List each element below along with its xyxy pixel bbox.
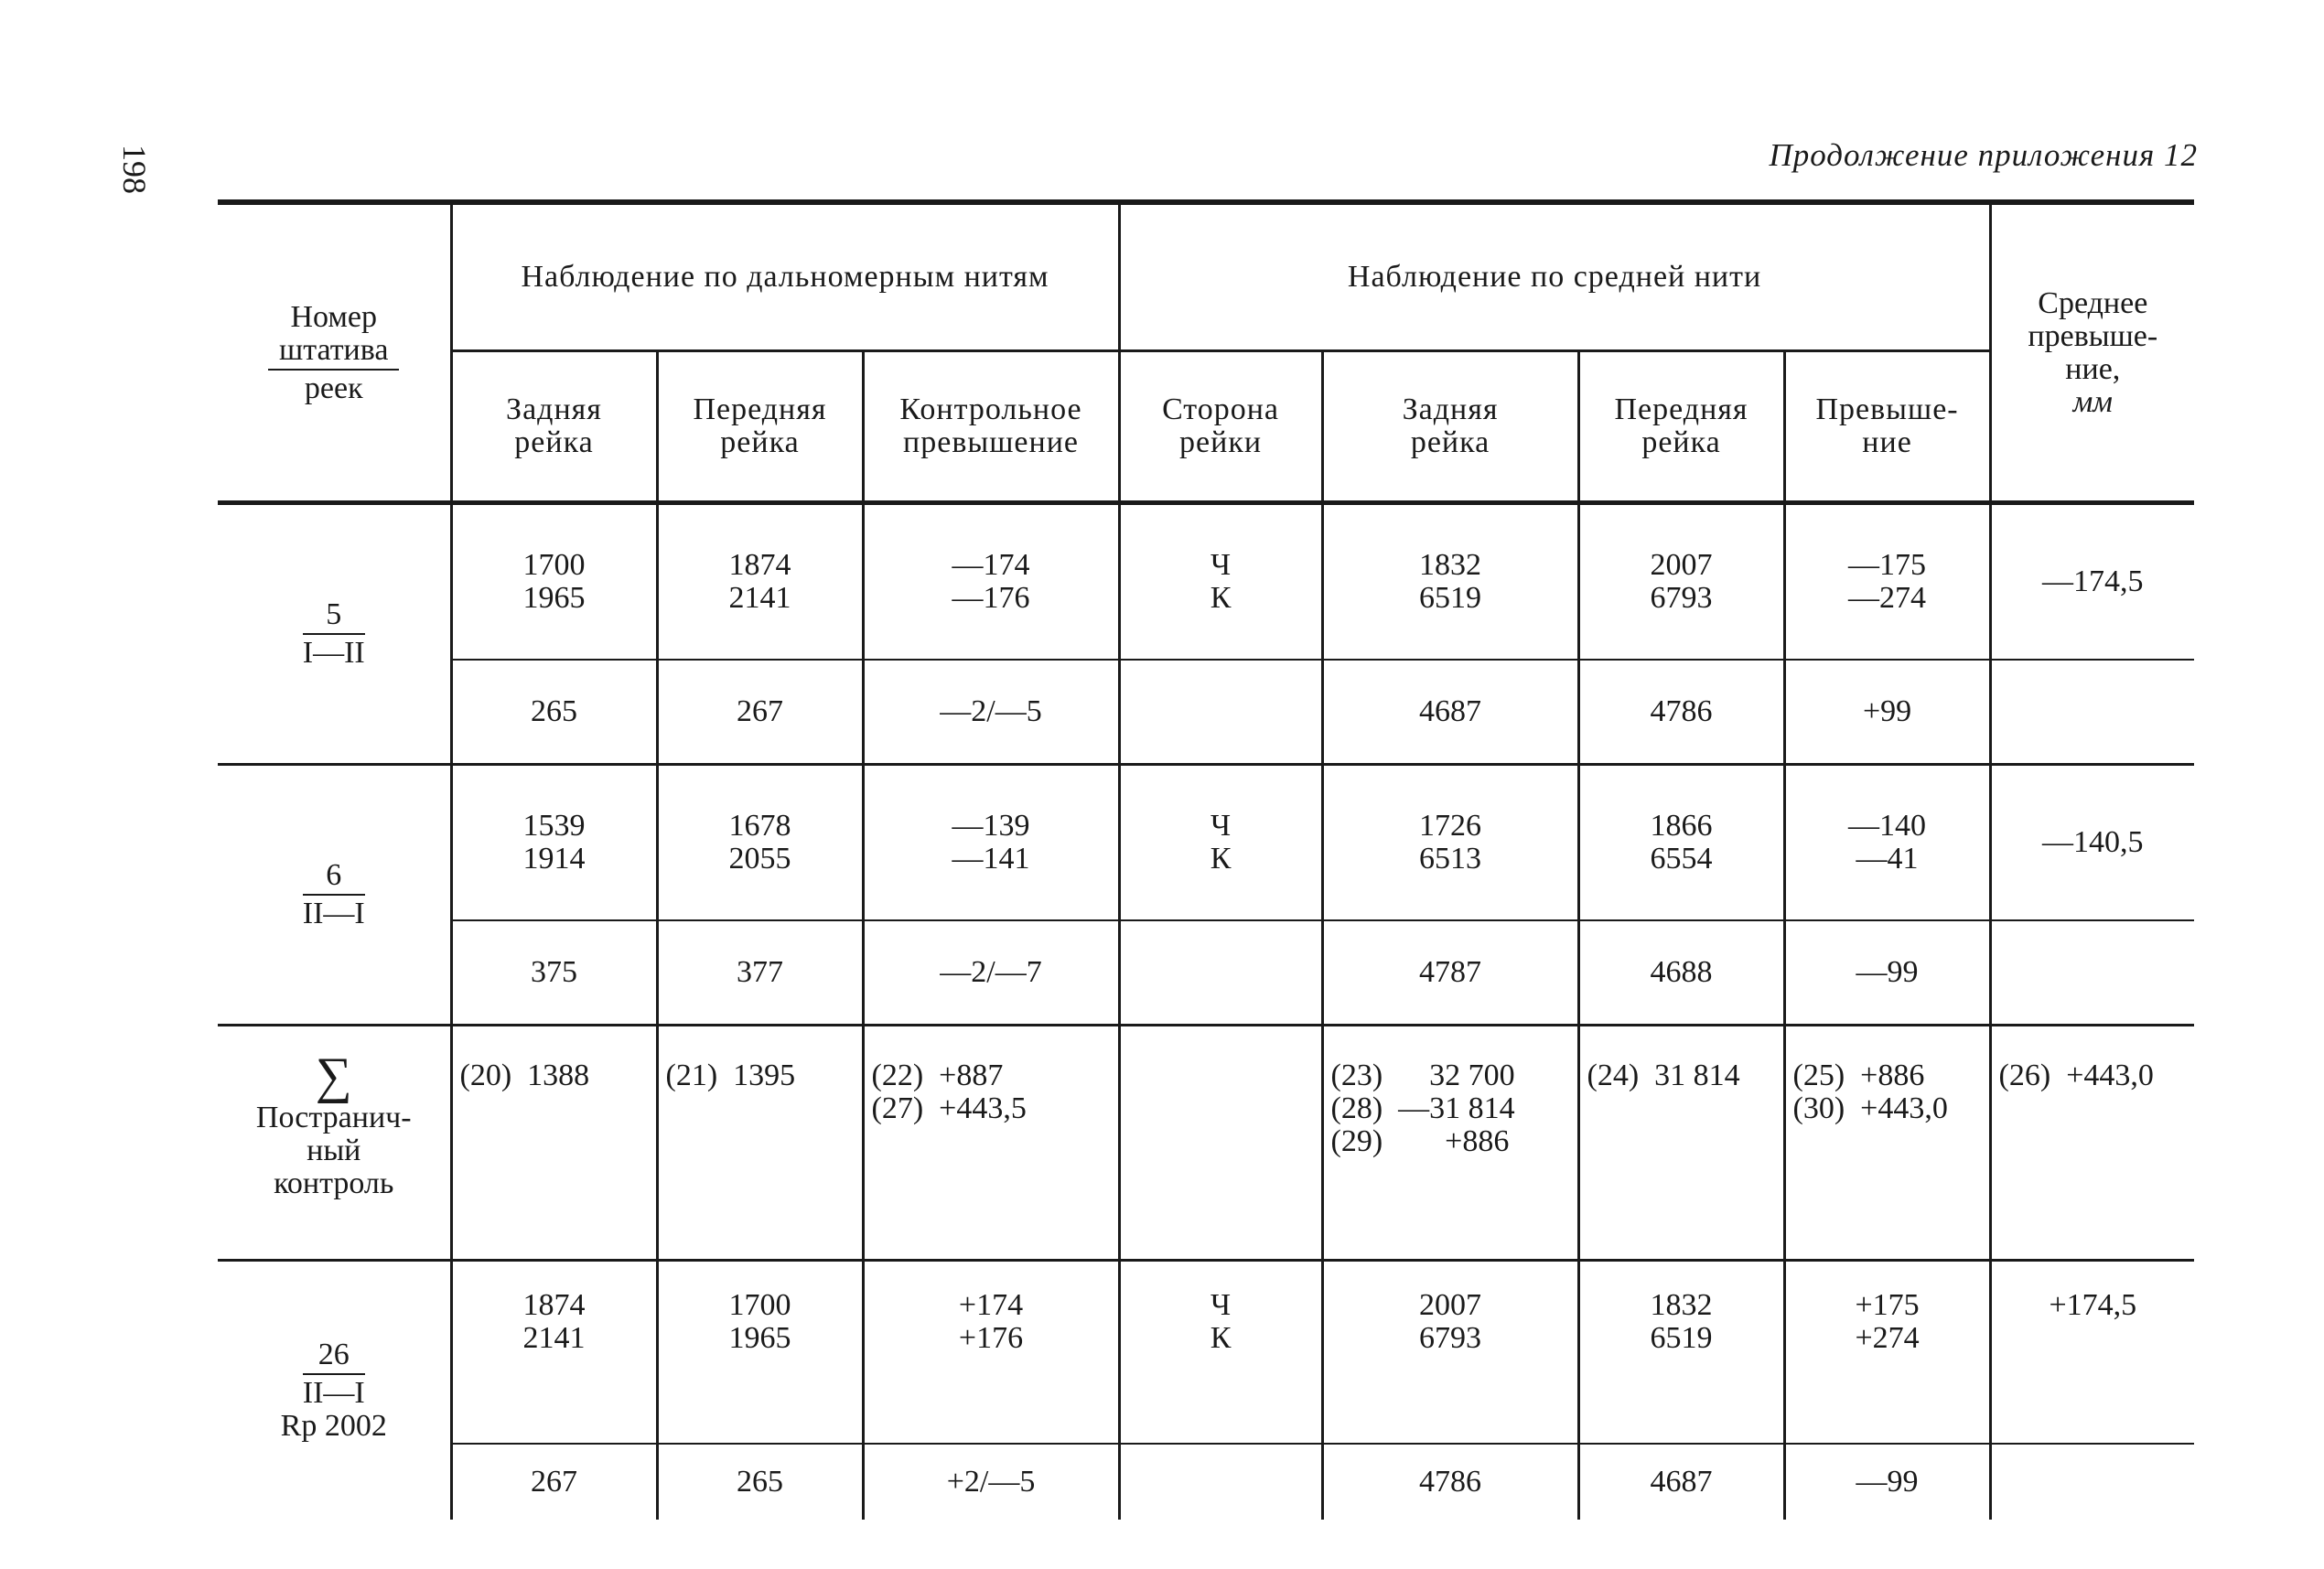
table-row-sub [218, 920, 2194, 1026]
cell-value: 2141 [522, 1321, 586, 1355]
summary-range-control [863, 1026, 1119, 1261]
header-middle-front [1578, 351, 1784, 503]
middle-diff-check: —99 [1784, 1444, 1990, 1520]
middle-back-diff: 4786 [1322, 1444, 1578, 1520]
cell-value: 1539 [522, 809, 586, 843]
cell-value: 2141 [728, 581, 791, 615]
summary-label-line: Постранич- [255, 1101, 412, 1134]
header-group-middle: Наблюдение по средней нити [1119, 202, 1990, 351]
summary-middle-back [1322, 1026, 1578, 1261]
cell-value: +274 [1855, 1321, 1920, 1355]
cell-value: Ч [1210, 1288, 1232, 1322]
cell-value: 6554 [1650, 842, 1713, 876]
header-text: рейки [1179, 425, 1263, 459]
cell-value: (22) +887 [871, 1059, 1004, 1092]
header-avg-line-2: превыше- [2028, 318, 2158, 353]
cell-value: (29) +886 [1330, 1124, 1510, 1158]
middle-front-cell [1578, 1261, 1784, 1445]
cell-value: 1965 [728, 1321, 791, 1355]
table-header [218, 202, 2194, 503]
middle-front-diff: 4687 [1578, 1444, 1784, 1520]
header-text: Превыше- [1815, 392, 1959, 426]
summary-middle-front [1578, 1026, 1784, 1261]
continuation-title: Продолжение приложения 12 [1769, 137, 2198, 173]
station-rods: I—II [302, 636, 365, 670]
cell-value: 1700 [522, 548, 586, 582]
table-row [218, 765, 2194, 921]
cell-value: —174 [952, 548, 1030, 582]
average-empty [1990, 1444, 2194, 1520]
cell-value: 1914 [522, 842, 586, 876]
header-text: превышение [903, 425, 1079, 459]
middle-diff-check: —99 [1784, 920, 1990, 1026]
summary-row [218, 1026, 2194, 1261]
cell-value: 6513 [1419, 842, 1482, 876]
middle-side-empty [1119, 920, 1322, 1026]
header-station [218, 202, 451, 503]
header-text: Задняя [1402, 392, 1499, 426]
average-cell: —174,5 [1990, 503, 2194, 661]
middle-back-diff: 4687 [1322, 660, 1578, 765]
range-control-cell [863, 503, 1119, 661]
middle-side-empty [1119, 1444, 1322, 1520]
cell-value: 2007 [1419, 1288, 1482, 1322]
cell-value: (20) 1388 [459, 1059, 590, 1092]
cell-value: +176 [958, 1321, 1024, 1355]
middle-diff-cell [1784, 503, 1990, 661]
cell-value: (24) 31 814 [1587, 1059, 1740, 1092]
middle-side-cell [1119, 1261, 1322, 1445]
cell-value: (28) —31 814 [1330, 1091, 1515, 1125]
cell-value: 1874 [728, 548, 791, 582]
header-text: Задняя [506, 392, 602, 426]
summary-range-back [451, 1026, 657, 1261]
header-station-num [268, 301, 399, 371]
header-middle-back [1322, 351, 1578, 503]
station-number: 6 [303, 859, 365, 896]
cell-value: 1832 [1650, 1288, 1713, 1322]
table-row [218, 503, 2194, 661]
middle-diff-cell [1784, 1261, 1990, 1445]
middle-front-diff: 4786 [1578, 660, 1784, 765]
cell-value: 1965 [522, 581, 586, 615]
middle-back-cell [1322, 765, 1578, 921]
range-front-sum: 265 [657, 1444, 863, 1520]
table-body [218, 503, 2194, 1521]
range-front-cell [657, 503, 863, 661]
table-row-sub [218, 1444, 2194, 1520]
cell-value: 1874 [522, 1288, 586, 1322]
header-text: рейка [514, 425, 594, 459]
observation-table-container [218, 199, 2194, 1520]
middle-back-cell [1322, 1261, 1578, 1445]
range-back-cell [451, 765, 657, 921]
cell-value: (21) 1395 [665, 1059, 796, 1092]
observation-table [218, 199, 2194, 1520]
cell-value: 1832 [1419, 548, 1482, 582]
range-back-sum: 267 [451, 1444, 657, 1520]
header-middle-diff [1784, 351, 1990, 503]
header-text: Контрольное [899, 392, 1082, 426]
header-text: Передняя [693, 392, 827, 426]
header-text: рейка [720, 425, 800, 459]
header-station-line-3: реек [304, 371, 363, 405]
station-number: 26 [303, 1338, 365, 1375]
cell-value: 1678 [728, 809, 791, 843]
header-station-fraction [268, 301, 399, 405]
cell-value: К [1210, 1321, 1232, 1355]
range-control-sum: —2/—7 [863, 920, 1119, 1026]
header-average [1990, 202, 2194, 503]
cell-value: 6519 [1650, 1321, 1713, 1355]
middle-diff-check: +99 [1784, 660, 1990, 765]
cell-value: Ч [1210, 548, 1232, 582]
summary-label-line: ный [307, 1134, 361, 1167]
header-range-back [451, 351, 657, 503]
cell-value: —176 [952, 581, 1030, 615]
header-range-front [657, 351, 863, 503]
summary-label-cell [218, 1026, 451, 1261]
benchmark-label: Rр 2002 [280, 1409, 387, 1443]
header-text: Передняя [1614, 392, 1748, 426]
station-cell [218, 765, 451, 1026]
middle-back-diff: 4787 [1322, 920, 1578, 1026]
middle-back-cell [1322, 503, 1578, 661]
cell-value: Ч [1210, 809, 1232, 843]
range-control-sum: +2/—5 [863, 1444, 1119, 1520]
range-control-sum: —2/—5 [863, 660, 1119, 765]
cell-value: (27) +443,5 [871, 1091, 1027, 1125]
cell-value: 2007 [1650, 548, 1713, 582]
range-back-cell [451, 1261, 657, 1445]
average-cell: +174,5 [1990, 1261, 2194, 1445]
cell-value: 1866 [1650, 809, 1713, 843]
cell-value: —139 [952, 809, 1030, 843]
cell-value: —41 [1856, 842, 1919, 876]
range-control-cell [863, 765, 1119, 921]
cell-value: 6793 [1650, 581, 1713, 615]
table-row-sub [218, 660, 2194, 765]
cell-value: +175 [1855, 1288, 1920, 1322]
cell-value: +174 [958, 1288, 1024, 1322]
cell-value: (25) +886 [1792, 1059, 1925, 1092]
middle-front-diff: 4688 [1578, 920, 1784, 1026]
header-row-columns [218, 351, 2194, 503]
cell-value: —175 [1848, 548, 1927, 582]
middle-side-empty [1119, 660, 1322, 765]
cell-value: (23) 32 700 [1330, 1059, 1515, 1092]
header-range-control [863, 351, 1119, 503]
summary-label-line: контроль [274, 1166, 394, 1200]
table-row [218, 1261, 2194, 1445]
header-station-line-2: штатива [279, 332, 389, 367]
summary-average [1990, 1026, 2194, 1261]
middle-front-cell [1578, 765, 1784, 921]
station-cell [218, 503, 451, 765]
range-control-cell [863, 1261, 1119, 1445]
header-row-groups [218, 202, 2194, 351]
header-text: Сторона [1162, 392, 1279, 426]
average-cell: —140,5 [1990, 765, 2194, 921]
middle-diff-cell [1784, 765, 1990, 921]
header-avg-line-1: Среднее [2038, 285, 2148, 320]
range-front-sum: 267 [657, 660, 863, 765]
cell-value: К [1210, 581, 1232, 615]
range-back-sum: 265 [451, 660, 657, 765]
cell-value: 1726 [1419, 809, 1482, 843]
cell-value: —140 [1848, 809, 1927, 843]
range-back-sum: 375 [451, 920, 657, 1026]
header-text: ние [1862, 425, 1912, 459]
station-rods: II—I [302, 897, 365, 930]
cell-value: —141 [952, 842, 1030, 876]
cell-value: (26) +443,0 [1998, 1059, 2154, 1092]
station-rods: II—I [302, 1376, 365, 1410]
header-avg-line-3: ние, [2065, 351, 2121, 386]
cell-value: 2055 [728, 842, 791, 876]
range-front-cell [657, 765, 863, 921]
cell-value: 6793 [1419, 1321, 1482, 1355]
cell-value: —274 [1848, 581, 1927, 615]
summary-middle-diff [1784, 1026, 1990, 1261]
header-group-range: Наблюдение по дальномерным нитям [451, 202, 1119, 351]
cell-value: 1700 [728, 1288, 791, 1322]
summary-middle-side [1119, 1026, 1322, 1261]
cell-value: (30) +443,0 [1792, 1091, 1948, 1125]
station-number: 5 [303, 598, 365, 635]
header-middle-side [1119, 351, 1322, 503]
range-front-cell [657, 1261, 863, 1445]
middle-side-cell [1119, 503, 1322, 661]
header-text: рейка [1641, 425, 1721, 459]
cell-value: 6519 [1419, 581, 1482, 615]
average-empty [1990, 660, 2194, 765]
station-cell [218, 1261, 451, 1521]
header-avg-unit: мм [2072, 384, 2113, 419]
average-empty [1990, 920, 2194, 1026]
middle-side-cell [1119, 765, 1322, 921]
header-station-line-1: Номер [290, 299, 377, 334]
range-front-sum: 377 [657, 920, 863, 1026]
cell-value: К [1210, 842, 1232, 876]
page-number: 198 [116, 145, 153, 194]
sigma-symbol: ∑ [315, 1048, 352, 1104]
summary-range-front [657, 1026, 863, 1261]
header-text: рейка [1410, 425, 1490, 459]
middle-front-cell [1578, 503, 1784, 661]
range-back-cell [451, 503, 657, 661]
